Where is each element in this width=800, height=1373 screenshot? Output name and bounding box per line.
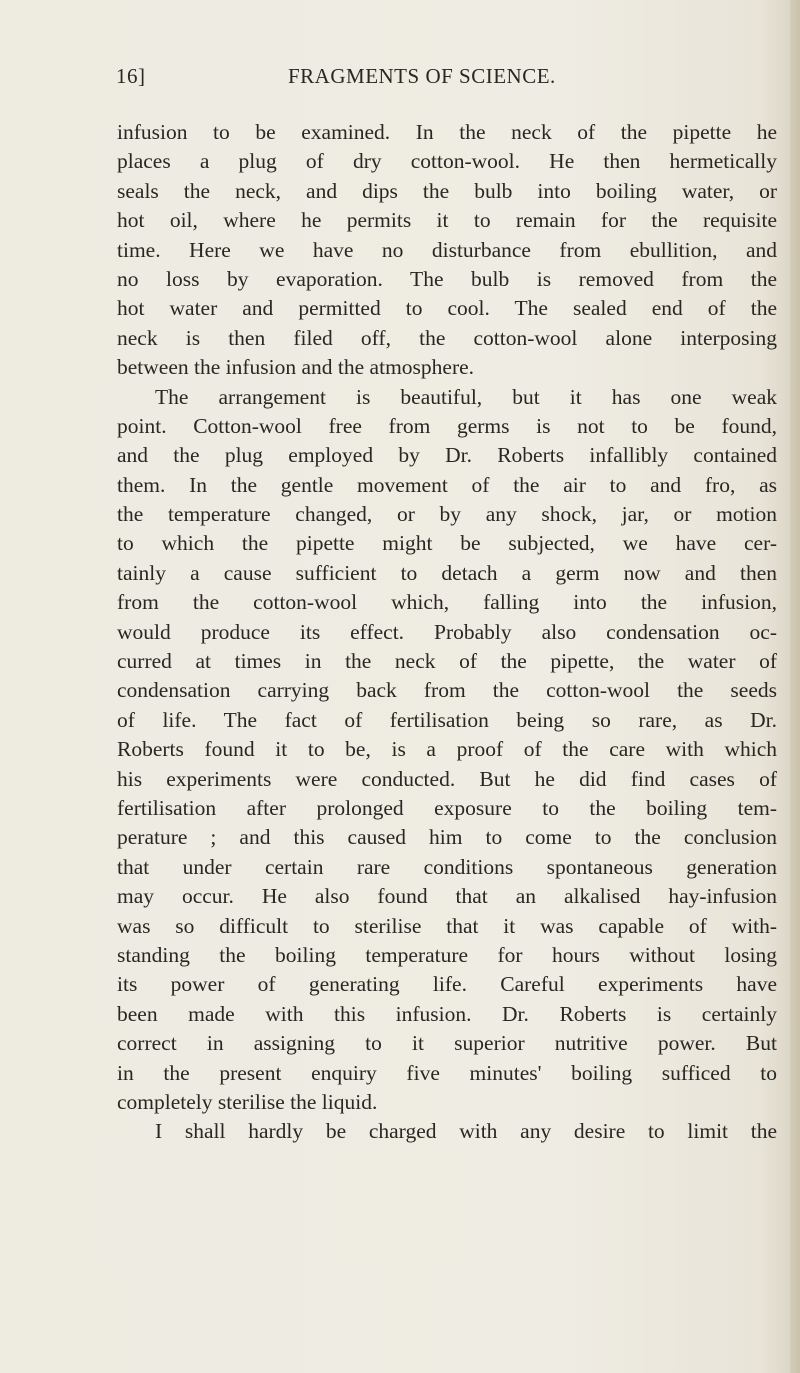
text-line: point. Cotton-wool free from germs is not to be found, [117,413,777,438]
text-line: neck is then filed off, the cotton-wool alone interposing [117,325,777,350]
running-header [116,64,756,98]
text-line: from the cotton-wool which, falling into the infusion, [117,590,777,615]
text-line: places a plug of dry cotton-wool. He then hermetically [117,149,777,174]
paragraph-start-line: I shall hardly be charged with any desire to limit the [155,1119,777,1144]
text-line: completely sterilise the liquid. [117,1089,378,1114]
text-line: curred at times in the neck of the pipette, the water of [117,649,777,674]
paragraph-start-line: The arrangement is beautiful, but it has one weak [155,384,777,409]
text-line: perature ; and this caused him to come to the conclusion [117,825,777,850]
text-line: may occur. He also found that an alkalised hay-infusion [117,884,777,909]
text-line: and the plug employed by Dr. Roberts infallibly contained [117,443,777,468]
text-line: his experiments were conducted. But he did find cases of [117,766,777,791]
text-line: to which the pipette might be subjected, we have cer- [117,531,777,556]
text-line: hot water and permitted to cool. The sealed end of the [117,296,777,321]
text-line: its power of generating life. Careful experiments have [117,972,777,997]
text-line: between the infusion and the atmosphere. [117,355,475,380]
text-line: fertilisation after prolonged exposure to the boiling tem- [117,795,777,820]
text-line: infusion to be examined. In the neck of the pipette he [117,120,777,144]
page-number: 16] [116,64,146,88]
text-line: in the present enquiry five minutes' boiling sufficed to [117,1060,777,1085]
text-line: time. Here we have no disturbance from ebullition, and [117,237,777,262]
text-line: them. In the gentle movement of the air to and fro, as [117,472,777,497]
text-line: standing the boiling temperature for hours without losing [117,942,777,967]
text-line: of life. The fact of fertilisation being so rare, as Dr. [117,707,777,732]
text-line: been made with this infusion. Dr. Roberts is certainly [117,1001,777,1026]
text-line: was so difficult to sterilise that it was capable of with- [117,913,777,938]
text-line: Roberts found it to be, is a proof of the care with which [117,737,777,762]
text-line: would produce its effect. Probably also condensation oc- [117,619,777,644]
page-edge [790,0,800,1373]
text-line: seals the neck, and dips the bulb into boiling water, or [117,178,777,203]
text-line: hot oil, where he permits it to remain for the requisite [117,208,777,233]
text-line: correct in assigning to it superior nutritive power. But [117,1031,777,1056]
running-title: FRAGMENTS OF SCIENCE. [288,64,556,88]
text-line: tainly a cause sufficient to detach a germ now and then [117,560,777,585]
text-line: no loss by evaporation. The bulb is removed from the [117,266,777,291]
text-line: the temperature changed, or by any shock, jar, or motion [117,502,777,527]
body-text [117,118,777,1147]
text-line: condensation carrying back from the cotton-wool the seeds [117,678,777,703]
text-line: that under certain rare conditions spontaneous generation [117,854,777,879]
